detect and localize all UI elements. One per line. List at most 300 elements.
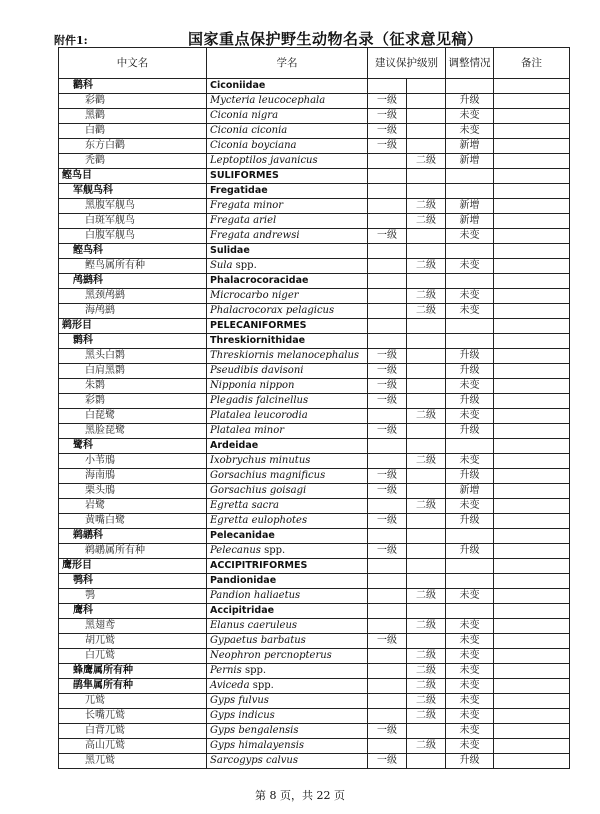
chinese-name-cell: 海南鳽 bbox=[59, 469, 207, 484]
level-two-cell bbox=[407, 379, 446, 394]
table-row-species bbox=[59, 199, 570, 214]
level-two-cell: 二级 bbox=[407, 619, 446, 634]
level-one-cell: 一级 bbox=[368, 349, 407, 364]
scientific-name-cell: Fregata minor bbox=[207, 199, 368, 214]
table-row-species bbox=[59, 154, 570, 169]
level-two-cell: 二级 bbox=[407, 709, 446, 724]
genus-name: Sula bbox=[210, 260, 233, 271]
chinese-name-cell: 白背兀鹫 bbox=[59, 724, 207, 739]
species-table bbox=[58, 47, 570, 769]
scientific-name-cell: Threskiornithidae bbox=[207, 334, 368, 349]
remarks-cell bbox=[494, 139, 570, 154]
table-row-family bbox=[59, 184, 570, 199]
scientific-name-cell: Fregatidae bbox=[207, 184, 368, 199]
level-one-cell bbox=[368, 649, 407, 664]
level-one-cell bbox=[368, 319, 407, 334]
chinese-name-cell: 鹃隼属所有种 bbox=[59, 679, 207, 694]
adjustment-cell bbox=[446, 319, 494, 334]
scientific-name-cell: Ardeidae bbox=[207, 439, 368, 454]
remarks-cell bbox=[494, 304, 570, 319]
adjustment-cell: 未变 bbox=[446, 619, 494, 634]
table-row-family bbox=[59, 244, 570, 259]
chinese-name-cell: 彩鹳 bbox=[59, 94, 207, 109]
remarks-cell bbox=[494, 364, 570, 379]
adjustment-cell bbox=[446, 169, 494, 184]
table-row-species bbox=[59, 394, 570, 409]
adjustment-cell bbox=[446, 559, 494, 574]
spp-suffix: spp. bbox=[244, 665, 267, 676]
adjustment-cell bbox=[446, 244, 494, 259]
level-one-cell bbox=[368, 454, 407, 469]
adjustment-cell: 未变 bbox=[446, 289, 494, 304]
level-two-cell bbox=[407, 184, 446, 199]
level-one-cell bbox=[368, 589, 407, 604]
level-two-cell bbox=[407, 574, 446, 589]
remarks-cell bbox=[494, 109, 570, 124]
table-row-species bbox=[59, 469, 570, 484]
column-header-adjustment: 调整情况 bbox=[446, 48, 494, 79]
level-one-cell: 一级 bbox=[368, 124, 407, 139]
level-one-cell bbox=[368, 619, 407, 634]
adjustment-cell: 新增 bbox=[446, 214, 494, 229]
table-row-species bbox=[59, 499, 570, 514]
level-two-cell: 二级 bbox=[407, 409, 446, 424]
level-one-cell bbox=[368, 184, 407, 199]
chinese-name-cell: 东方白鹳 bbox=[59, 139, 207, 154]
genus-name: Pelecanus bbox=[210, 545, 261, 556]
adjustment-cell: 未变 bbox=[446, 649, 494, 664]
remarks-cell bbox=[494, 469, 570, 484]
level-one-cell: 一级 bbox=[368, 364, 407, 379]
adjustment-cell: 升级 bbox=[446, 469, 494, 484]
scientific-name-cell: SULIFORMES bbox=[207, 169, 368, 184]
adjustment-cell bbox=[446, 604, 494, 619]
level-two-cell bbox=[407, 514, 446, 529]
level-two-cell: 二级 bbox=[407, 739, 446, 754]
remarks-cell bbox=[494, 739, 570, 754]
chinese-name-cell: 鹰形目 bbox=[59, 559, 207, 574]
chinese-name-cell: 小苇鳽 bbox=[59, 454, 207, 469]
chinese-name-cell: 兀鹫 bbox=[59, 694, 207, 709]
adjustment-cell: 未变 bbox=[446, 229, 494, 244]
chinese-name-cell: 秃鹳 bbox=[59, 154, 207, 169]
scientific-name-cell: Platalea minor bbox=[207, 424, 368, 439]
chinese-name-cell: 白斑军舰鸟 bbox=[59, 214, 207, 229]
level-one-cell bbox=[368, 559, 407, 574]
level-two-cell bbox=[407, 604, 446, 619]
level-one-cell: 一级 bbox=[368, 109, 407, 124]
level-two-cell: 二级 bbox=[407, 304, 446, 319]
adjustment-cell: 升级 bbox=[446, 544, 494, 559]
level-one-cell: 一级 bbox=[368, 139, 407, 154]
scientific-name-cell: Plegadis falcinellus bbox=[207, 394, 368, 409]
table-row-family bbox=[59, 439, 570, 454]
level-one-cell bbox=[368, 604, 407, 619]
adjustment-cell: 未变 bbox=[446, 304, 494, 319]
adjustment-cell: 升级 bbox=[446, 424, 494, 439]
level-two-cell: 二级 bbox=[407, 694, 446, 709]
level-one-cell bbox=[368, 289, 407, 304]
table-row-species bbox=[59, 349, 570, 364]
chinese-name-cell: 鸬鹚科 bbox=[59, 274, 207, 289]
table-row-species bbox=[59, 724, 570, 739]
remarks-cell bbox=[494, 454, 570, 469]
adjustment-cell bbox=[446, 274, 494, 289]
remarks-cell bbox=[494, 529, 570, 544]
adjustment-cell bbox=[446, 79, 494, 94]
table-row-species bbox=[59, 304, 570, 319]
level-one-cell bbox=[368, 409, 407, 424]
table-row-species bbox=[59, 544, 570, 559]
remarks-cell bbox=[494, 559, 570, 574]
scientific-name-cell: Egretta sacra bbox=[207, 499, 368, 514]
scientific-name-cell: Gorsachius magnificus bbox=[207, 469, 368, 484]
table-row-order bbox=[59, 169, 570, 184]
adjustment-cell: 升级 bbox=[446, 349, 494, 364]
adjustment-cell: 未变 bbox=[446, 499, 494, 514]
chinese-name-cell: 鲣鸟科 bbox=[59, 244, 207, 259]
level-two-cell: 二级 bbox=[407, 679, 446, 694]
chinese-name-cell: 白鹳 bbox=[59, 124, 207, 139]
spp-suffix: spp. bbox=[252, 680, 274, 691]
table-row-species bbox=[59, 424, 570, 439]
chinese-name-cell: 彩鹮 bbox=[59, 394, 207, 409]
table-row-species bbox=[59, 124, 570, 139]
level-one-cell: 一级 bbox=[368, 469, 407, 484]
table-row-family bbox=[59, 274, 570, 289]
page-number: 第 8 页，共 22 页 bbox=[255, 789, 345, 802]
scientific-name-cell: Elanus caeruleus bbox=[207, 619, 368, 634]
level-two-cell bbox=[407, 109, 446, 124]
table-row-order bbox=[59, 319, 570, 334]
adjustment-cell: 未变 bbox=[446, 724, 494, 739]
chinese-name-cell: 栗头鳽 bbox=[59, 484, 207, 499]
column-header-scientific-name: 学名 bbox=[207, 48, 368, 79]
adjustment-cell: 新增 bbox=[446, 154, 494, 169]
chinese-name-cell: 鹈鹕科 bbox=[59, 529, 207, 544]
table-row-species bbox=[59, 94, 570, 109]
adjustment-cell bbox=[446, 184, 494, 199]
level-one-cell bbox=[368, 334, 407, 349]
adjustment-cell: 升级 bbox=[446, 394, 494, 409]
level-two-cell bbox=[407, 424, 446, 439]
chinese-name-cell: 鹈形目 bbox=[59, 319, 207, 334]
remarks-cell bbox=[494, 184, 570, 199]
level-one-cell bbox=[368, 154, 407, 169]
level-one-cell: 一级 bbox=[368, 394, 407, 409]
table-row-family bbox=[59, 79, 570, 94]
chinese-name-cell: 鲣鸟属所有种 bbox=[59, 259, 207, 274]
level-one-cell bbox=[368, 79, 407, 94]
level-one-cell bbox=[368, 244, 407, 259]
table-row-species bbox=[59, 709, 570, 724]
remarks-cell bbox=[494, 439, 570, 454]
remarks-cell bbox=[494, 634, 570, 649]
scientific-name-cell: Accipitridae bbox=[207, 604, 368, 619]
table-row-family bbox=[59, 574, 570, 589]
chinese-name-cell: 黑兀鹫 bbox=[59, 754, 207, 769]
remarks-cell bbox=[494, 394, 570, 409]
table-row-species bbox=[59, 214, 570, 229]
table-row-species bbox=[59, 364, 570, 379]
level-one-cell bbox=[368, 259, 407, 274]
table-row-family bbox=[59, 334, 570, 349]
scientific-name-cell: Neophron percnopterus bbox=[207, 649, 368, 664]
scientific-name-cell: Ciconia boyciana bbox=[207, 139, 368, 154]
adjustment-cell: 未变 bbox=[446, 634, 494, 649]
table-row-species bbox=[59, 409, 570, 424]
table-row-species bbox=[59, 514, 570, 529]
column-header-remarks: 备注 bbox=[494, 48, 570, 79]
level-two-cell bbox=[407, 349, 446, 364]
spp-suffix: spp. bbox=[264, 545, 286, 556]
level-two-cell: 二级 bbox=[407, 589, 446, 604]
scientific-name-cell: Gorsachius goisagi bbox=[207, 484, 368, 499]
level-one-cell bbox=[368, 529, 407, 544]
chinese-name-cell: 鹰科 bbox=[59, 604, 207, 619]
remarks-cell bbox=[494, 214, 570, 229]
document-title: 国家重点保护野生动物名录（征求意见稿） bbox=[188, 30, 483, 48]
chinese-name-cell: 白兀鹫 bbox=[59, 649, 207, 664]
table-header-row bbox=[59, 48, 570, 79]
chinese-name-cell: 白琵鹭 bbox=[59, 409, 207, 424]
table-row-species bbox=[59, 649, 570, 664]
chinese-name-cell: 黑鹳 bbox=[59, 109, 207, 124]
level-one-cell bbox=[368, 304, 407, 319]
scientific-name-cell: PELECANIFORMES bbox=[207, 319, 368, 334]
scientific-name-cell: Threskiornis melanocephalus bbox=[207, 349, 368, 364]
remarks-cell bbox=[494, 409, 570, 424]
scientific-name-cell: Ciconia ciconia bbox=[207, 124, 368, 139]
level-one-cell bbox=[368, 199, 407, 214]
level-one-cell bbox=[368, 499, 407, 514]
chinese-name-cell: 海鸬鹚 bbox=[59, 304, 207, 319]
remarks-cell bbox=[494, 604, 570, 619]
remarks-cell bbox=[494, 124, 570, 139]
level-two-cell bbox=[407, 439, 446, 454]
level-two-cell bbox=[407, 754, 446, 769]
table-row-species bbox=[59, 454, 570, 469]
remarks-cell bbox=[494, 664, 570, 679]
level-one-cell bbox=[368, 439, 407, 454]
level-one-cell: 一级 bbox=[368, 379, 407, 394]
remarks-cell bbox=[494, 229, 570, 244]
chinese-name-cell: 鹈鹕属所有种 bbox=[59, 544, 207, 559]
adjustment-cell: 未变 bbox=[446, 679, 494, 694]
column-header-protection-level: 建议保护级别 bbox=[368, 48, 446, 79]
level-two-cell bbox=[407, 559, 446, 574]
adjustment-cell: 未变 bbox=[446, 109, 494, 124]
table-body bbox=[59, 79, 570, 769]
table-row-species bbox=[59, 634, 570, 649]
table-row-species bbox=[59, 259, 570, 274]
chinese-name-cell: 黑头白鹮 bbox=[59, 349, 207, 364]
level-two-cell bbox=[407, 394, 446, 409]
level-one-cell bbox=[368, 694, 407, 709]
remarks-cell bbox=[494, 289, 570, 304]
scientific-name-cell bbox=[207, 664, 368, 679]
table-row-species bbox=[59, 589, 570, 604]
scientific-name-cell: Pseudibis davisoni bbox=[207, 364, 368, 379]
adjustment-cell: 未变 bbox=[446, 589, 494, 604]
scientific-name-cell: Phalacrocorax pelagicus bbox=[207, 304, 368, 319]
table-row-species bbox=[59, 139, 570, 154]
chinese-name-cell: 鹭科 bbox=[59, 439, 207, 454]
level-one-cell: 一级 bbox=[368, 424, 407, 439]
remarks-cell bbox=[494, 514, 570, 529]
scientific-name-cell: Gyps himalayensis bbox=[207, 739, 368, 754]
remarks-cell bbox=[494, 154, 570, 169]
adjustment-cell: 未变 bbox=[446, 259, 494, 274]
chinese-name-cell: 黑翅鸢 bbox=[59, 619, 207, 634]
scientific-name-cell: Gyps indicus bbox=[207, 709, 368, 724]
level-two-cell bbox=[407, 364, 446, 379]
level-one-cell bbox=[368, 214, 407, 229]
level-two-cell: 二级 bbox=[407, 649, 446, 664]
level-two-cell: 二级 bbox=[407, 199, 446, 214]
remarks-cell bbox=[494, 679, 570, 694]
table-row-species bbox=[59, 229, 570, 244]
level-one-cell bbox=[368, 679, 407, 694]
table-row-species bbox=[59, 289, 570, 304]
adjustment-cell: 新增 bbox=[446, 139, 494, 154]
scientific-name-cell: Gypaetus barbatus bbox=[207, 634, 368, 649]
remarks-cell bbox=[494, 199, 570, 214]
table-row-species bbox=[59, 484, 570, 499]
level-two-cell bbox=[407, 94, 446, 109]
table-row-order bbox=[59, 559, 570, 574]
remarks-cell bbox=[494, 589, 570, 604]
adjustment-cell bbox=[446, 334, 494, 349]
level-two-cell: 二级 bbox=[407, 454, 446, 469]
level-two-cell: 二级 bbox=[407, 289, 446, 304]
scientific-name-cell: Gyps bengalensis bbox=[207, 724, 368, 739]
chinese-name-cell: 鹳科 bbox=[59, 79, 207, 94]
adjustment-cell bbox=[446, 574, 494, 589]
table-row-genus bbox=[59, 664, 570, 679]
adjustment-cell: 未变 bbox=[446, 409, 494, 424]
level-two-cell: 二级 bbox=[407, 214, 446, 229]
level-two-cell bbox=[407, 544, 446, 559]
level-two-cell bbox=[407, 469, 446, 484]
adjustment-cell: 未变 bbox=[446, 694, 494, 709]
scientific-name-cell: Nipponia nippon bbox=[207, 379, 368, 394]
remarks-cell bbox=[494, 94, 570, 109]
scientific-name-cell: Egretta eulophotes bbox=[207, 514, 368, 529]
remarks-cell bbox=[494, 379, 570, 394]
level-two-cell bbox=[407, 169, 446, 184]
remarks-cell bbox=[494, 724, 570, 739]
level-two-cell: 二级 bbox=[407, 664, 446, 679]
scientific-name-cell: Pandionidae bbox=[207, 574, 368, 589]
chinese-name-cell: 黑颈鸬鹚 bbox=[59, 289, 207, 304]
remarks-cell bbox=[494, 709, 570, 724]
table-row-family bbox=[59, 604, 570, 619]
level-one-cell: 一级 bbox=[368, 754, 407, 769]
table-row-family bbox=[59, 529, 570, 544]
level-one-cell bbox=[368, 709, 407, 724]
chinese-name-cell: 白肩黑鹮 bbox=[59, 364, 207, 379]
level-one-cell: 一级 bbox=[368, 544, 407, 559]
level-one-cell: 一级 bbox=[368, 634, 407, 649]
scientific-name-cell: Pandion haliaetus bbox=[207, 589, 368, 604]
chinese-name-cell: 长嘴兀鹫 bbox=[59, 709, 207, 724]
remarks-cell bbox=[494, 274, 570, 289]
remarks-cell bbox=[494, 244, 570, 259]
remarks-cell bbox=[494, 694, 570, 709]
scientific-name-cell: ACCIPITRIFORMES bbox=[207, 559, 368, 574]
level-two-cell: 二级 bbox=[407, 499, 446, 514]
chinese-name-cell: 胡兀鹫 bbox=[59, 634, 207, 649]
level-two-cell bbox=[407, 529, 446, 544]
level-two-cell bbox=[407, 124, 446, 139]
chinese-name-cell: 鹗科 bbox=[59, 574, 207, 589]
adjustment-cell: 未变 bbox=[446, 709, 494, 724]
level-two-cell: 二级 bbox=[407, 259, 446, 274]
level-one-cell bbox=[368, 169, 407, 184]
table-row-species bbox=[59, 754, 570, 769]
level-two-cell bbox=[407, 724, 446, 739]
scientific-name-cell: Ciconia nigra bbox=[207, 109, 368, 124]
spp-suffix: spp. bbox=[235, 260, 257, 271]
level-one-cell bbox=[368, 574, 407, 589]
scientific-name-cell: Ciconiidae bbox=[207, 79, 368, 94]
level-two-cell bbox=[407, 319, 446, 334]
scientific-name-cell: Fregata andrewsi bbox=[207, 229, 368, 244]
remarks-cell bbox=[494, 259, 570, 274]
level-two-cell bbox=[407, 274, 446, 289]
level-two-cell bbox=[407, 79, 446, 94]
chinese-name-cell: 鹗 bbox=[59, 589, 207, 604]
chinese-name-cell: 鹮科 bbox=[59, 334, 207, 349]
chinese-name-cell: 朱鹮 bbox=[59, 379, 207, 394]
level-two-cell bbox=[407, 244, 446, 259]
level-two-cell bbox=[407, 139, 446, 154]
chinese-name-cell: 军舰鸟科 bbox=[59, 184, 207, 199]
scientific-name-cell: Sulidae bbox=[207, 244, 368, 259]
level-two-cell bbox=[407, 634, 446, 649]
attachment-label: 附件1: bbox=[54, 34, 88, 47]
remarks-cell bbox=[494, 334, 570, 349]
remarks-cell bbox=[494, 79, 570, 94]
scientific-name-cell: Sarcogyps calvus bbox=[207, 754, 368, 769]
adjustment-cell: 新增 bbox=[446, 484, 494, 499]
level-one-cell: 一级 bbox=[368, 514, 407, 529]
adjustment-cell: 未变 bbox=[446, 664, 494, 679]
chinese-name-cell: 黑腹军舰鸟 bbox=[59, 199, 207, 214]
level-one-cell bbox=[368, 739, 407, 754]
remarks-cell bbox=[494, 544, 570, 559]
scientific-name-cell: Microcarbo niger bbox=[207, 289, 368, 304]
adjustment-cell: 升级 bbox=[446, 94, 494, 109]
adjustment-cell: 升级 bbox=[446, 514, 494, 529]
scientific-name-cell: Gyps fulvus bbox=[207, 694, 368, 709]
scientific-name-cell: Phalacrocoracidae bbox=[207, 274, 368, 289]
scientific-name-cell bbox=[207, 259, 368, 274]
remarks-cell bbox=[494, 319, 570, 334]
level-one-cell: 一级 bbox=[368, 229, 407, 244]
remarks-cell bbox=[494, 484, 570, 499]
genus-name: Aviceda bbox=[210, 680, 250, 691]
chinese-name-cell: 白腹军舰鸟 bbox=[59, 229, 207, 244]
remarks-cell bbox=[494, 649, 570, 664]
table-row-species bbox=[59, 109, 570, 124]
chinese-name-cell: 高山兀鹫 bbox=[59, 739, 207, 754]
table-row-species bbox=[59, 694, 570, 709]
chinese-name-cell: 岩鹭 bbox=[59, 499, 207, 514]
level-one-cell bbox=[368, 664, 407, 679]
adjustment-cell: 未变 bbox=[446, 739, 494, 754]
